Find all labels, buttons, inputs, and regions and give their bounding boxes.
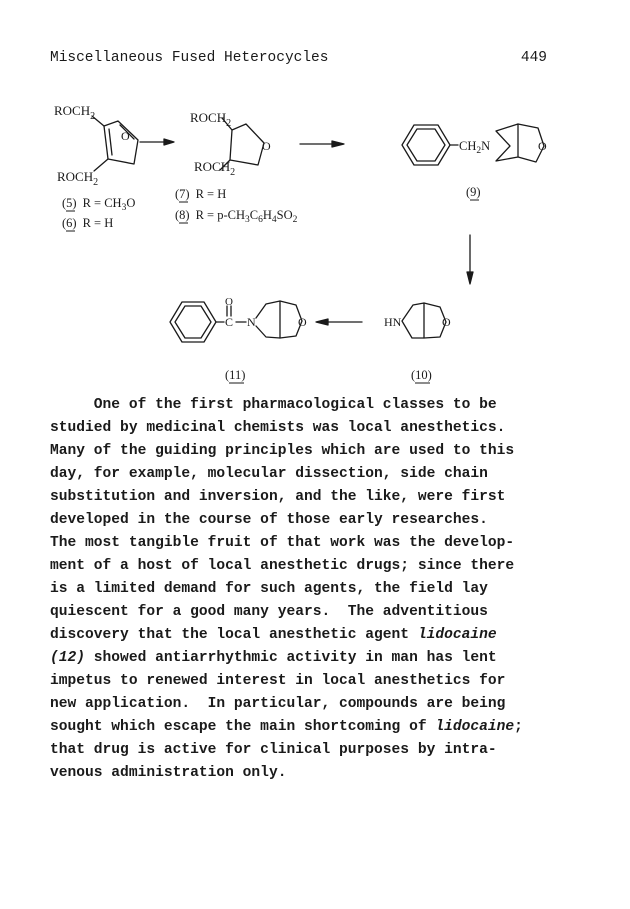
benzene-inner-ring: [407, 129, 445, 161]
italic-text: lidocaine: [435, 719, 515, 735]
compound-5-structure: [92, 116, 138, 171]
text-line: [50, 647, 550, 670]
compound-label-5: (5) $R = CH_3O$: [62, 196, 136, 213]
text-line: [50, 463, 550, 486]
reaction-arrow: [140, 139, 174, 145]
text-line: [50, 394, 550, 417]
page-number: 449: [520, 50, 547, 66]
running-title: Miscellaneous Fused Heterocycles: [50, 50, 329, 66]
italic-text: (12): [50, 650, 86, 666]
compound-label-11: (11): [225, 368, 246, 382]
pyrrolidine-ring: [256, 301, 280, 338]
reaction-arrow: [316, 319, 362, 325]
c9-ring-oxygen: O: [538, 139, 547, 153]
text-line: [50, 670, 550, 693]
body-paragraph: [50, 394, 550, 785]
c7-top-substituent: $ROCH_2$: [190, 110, 232, 129]
text-run: sought which escape the main shortcoming of: [50, 719, 436, 735]
compound-label-7: (7) R = H: [175, 187, 227, 201]
benzene-inner-ring: [175, 306, 211, 338]
text-run: day, for example, molecular dissection, side chain: [50, 466, 488, 482]
text-line: [50, 509, 550, 532]
text-run: new application. In particular, compounds are being: [50, 696, 506, 712]
text-run: substitution and inversion, and the like, were first: [50, 489, 506, 505]
reaction-arrow: [467, 235, 473, 284]
compound-label-9: (9): [466, 185, 481, 199]
text-line: [50, 762, 550, 785]
text-run: is a limited demand for such agents, the field lay: [50, 581, 488, 597]
reaction-arrow: [300, 141, 344, 147]
benzene-ring: [402, 125, 450, 165]
reaction-scheme: [0, 0, 630, 400]
text-line: [50, 417, 550, 440]
text-line: [50, 555, 550, 578]
text-run: that drug is active for clinical purposes by intra-: [50, 742, 497, 758]
text-run: impetus to renewed interest in local anesthetics for: [50, 673, 506, 689]
text-line: [50, 486, 550, 509]
text-line: [50, 716, 550, 739]
c5-top-substituent: $ROCH_2$: [54, 103, 96, 122]
text-run: ;: [514, 719, 523, 735]
compound-11-structure: [170, 301, 302, 342]
text-line: [50, 532, 550, 555]
text-line: [50, 601, 550, 624]
pyrrolidine-ring: [402, 303, 424, 338]
text-line: [50, 624, 550, 647]
text-line: [50, 578, 550, 601]
c7-bottom-substituent: $ROCH_2$: [194, 159, 236, 178]
c5-bottom-substituent: $ROCH_2$: [57, 169, 99, 188]
c10-ring-oxygen: O: [442, 315, 451, 329]
compound-label-10: (10): [411, 368, 432, 382]
benzene-ring: [170, 302, 216, 342]
c5-ring-oxygen: O: [121, 129, 130, 143]
text-run: One of the first pharmacological classes to be: [50, 397, 497, 413]
text-run: discovery that the local anesthetic agent: [50, 627, 418, 643]
c11-nitrogen: N: [247, 315, 256, 329]
text-run: studied by medicinal chemists was local anesthetics.: [50, 420, 506, 436]
text-line: [50, 440, 550, 463]
c10-nh: HN: [384, 315, 402, 329]
text-run: ment of a host of local anesthetic drugs; since there: [50, 558, 515, 574]
text-run: quiescent for a good many years. The adventitious: [50, 604, 488, 620]
text-run: Many of the guiding principles which are used to this: [50, 443, 515, 459]
text-line: [50, 693, 550, 716]
c7-ring-oxygen: O: [262, 139, 271, 153]
c9-methylene-n: $CH_2N$: [459, 139, 491, 156]
compound-label-6: (6) R = H: [62, 216, 114, 230]
compound-10-structure: [402, 303, 446, 338]
substituent-bond: [94, 159, 108, 171]
thf-ring: [230, 124, 264, 165]
italic-text: lidocaine: [417, 627, 497, 643]
compound-label-8: (8) $R = p-CH_3C_6H_4SO_2$: [175, 208, 298, 225]
c11-carbonyl-carbon: C: [225, 315, 234, 329]
furan-double-bond: [109, 129, 112, 155]
c11-carbonyl-oxygen: O: [225, 296, 233, 308]
c11-ring-oxygen: O: [298, 315, 307, 329]
text-run: developed in the course of those early researches.: [50, 512, 488, 528]
text-run: venous administration only.: [50, 765, 287, 781]
text-line: [50, 739, 550, 762]
text-run: showed antiarrhythmic activity in man has lent: [85, 650, 497, 666]
text-run: The most tangible fruit of that work was the develop-: [50, 535, 515, 551]
pyrrolidine-ring: [496, 124, 518, 161]
